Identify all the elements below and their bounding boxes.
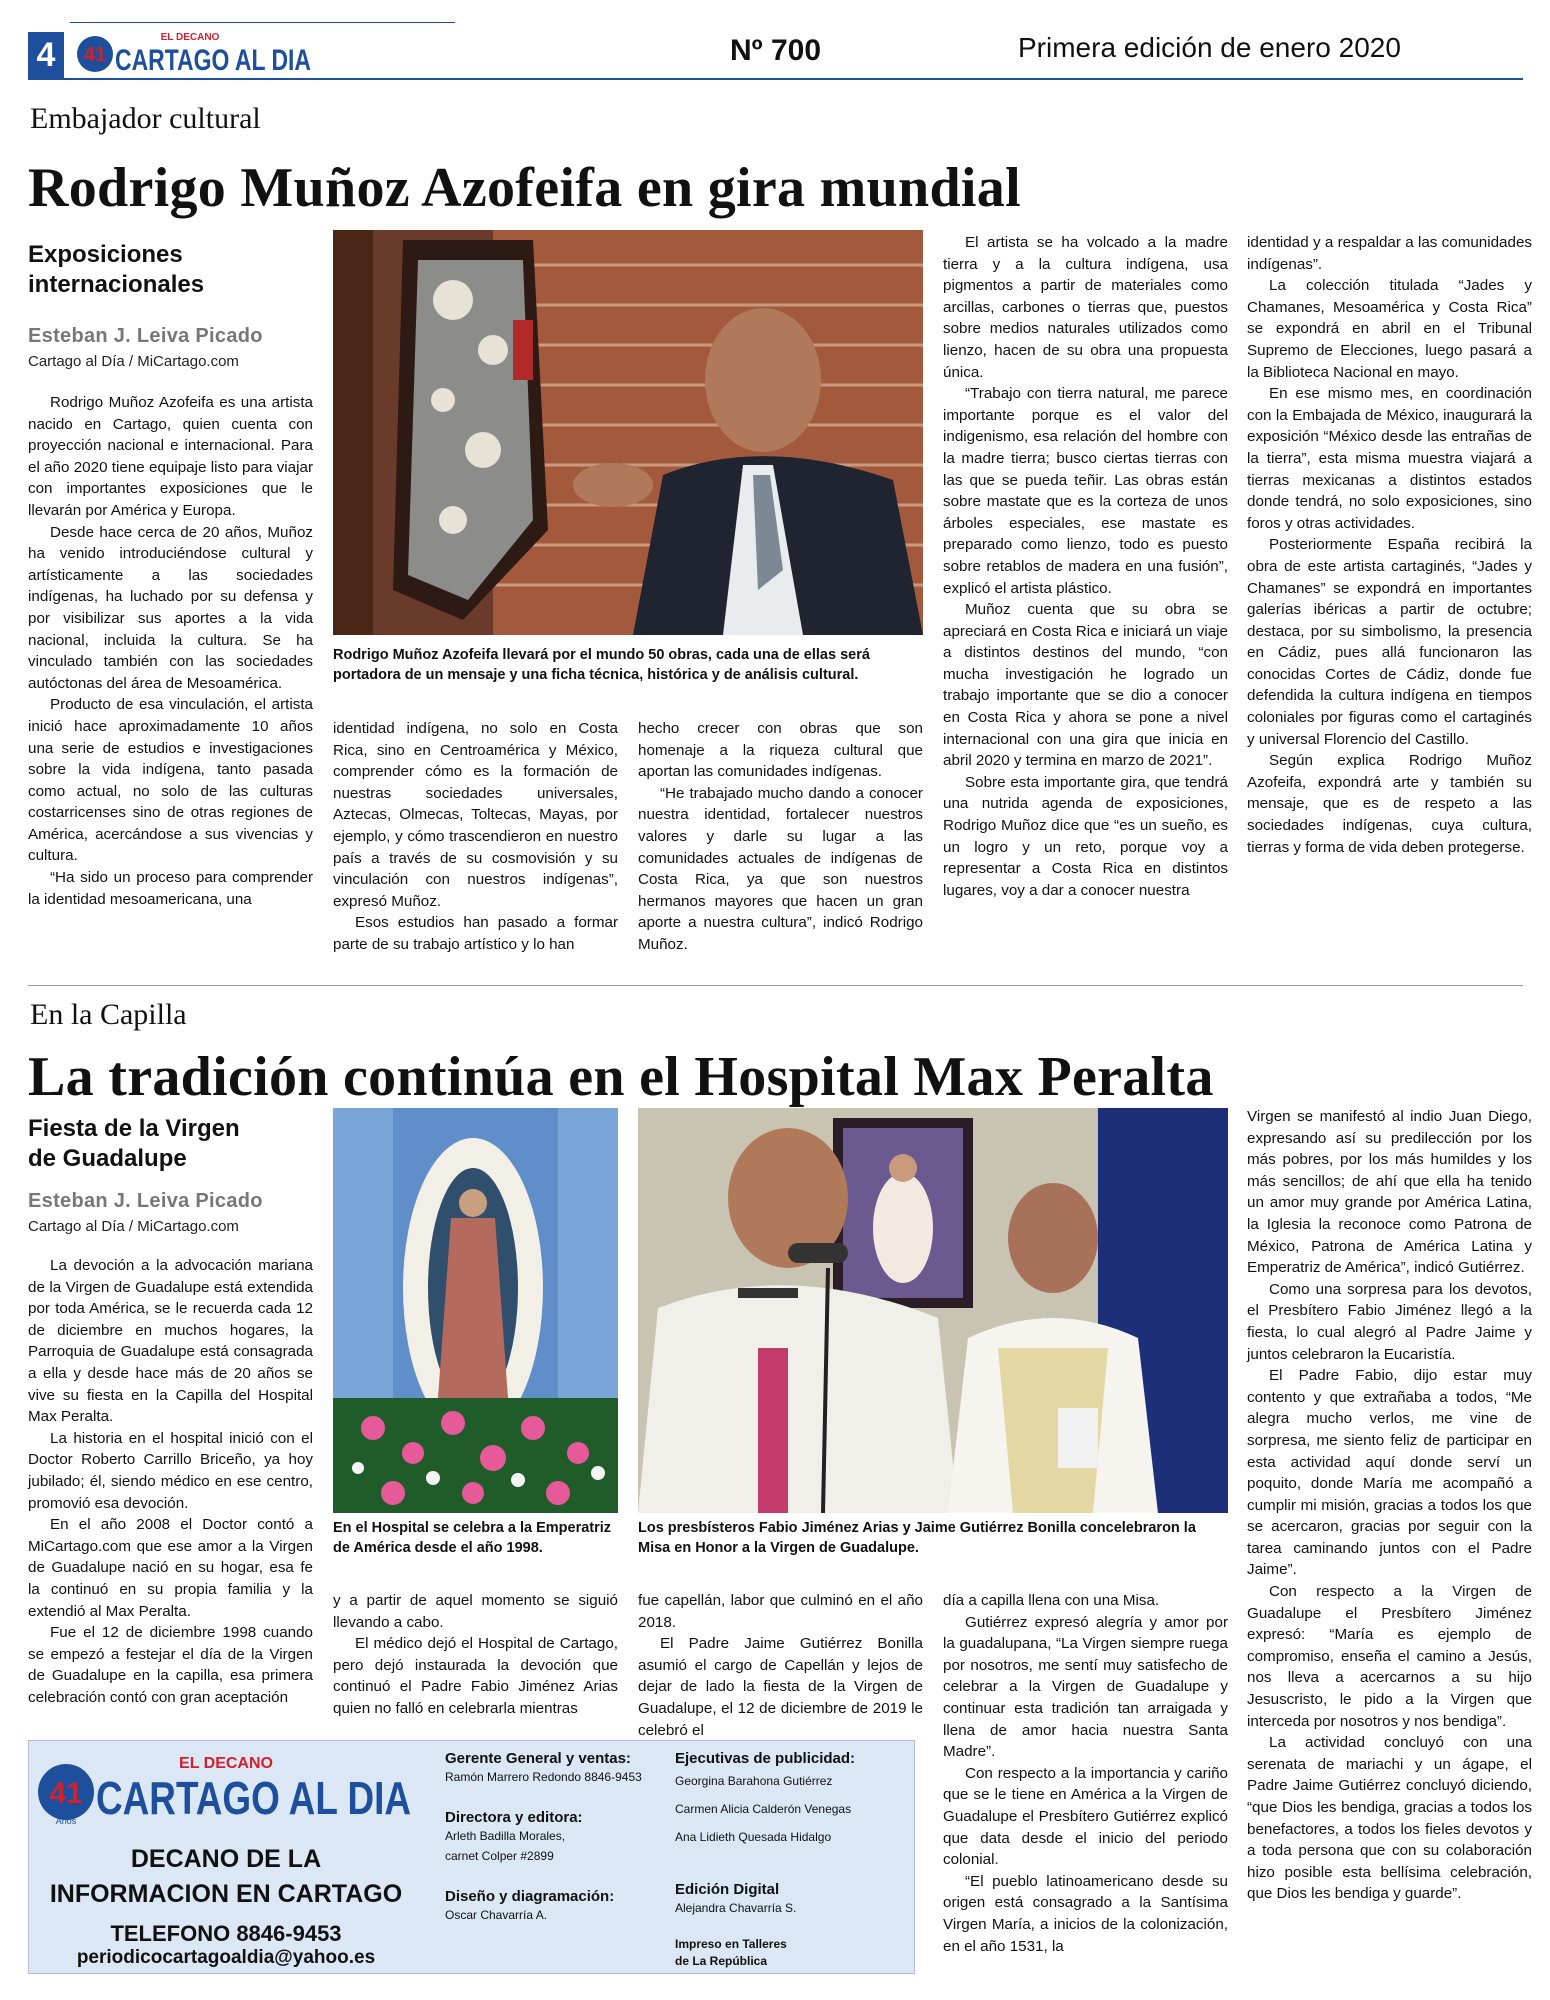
paragraph: “Ha sido un proceso para comprender la identidad mesoamericana, una — [28, 869, 313, 908]
article1-deck — [28, 240, 204, 300]
article1-kicker: Embajador cultural — [30, 102, 261, 135]
paragraph: “Trabajo con tierra natural, me parece importante porque es el valor del indigenismo, esa relación del hombre con la madre tierra; busco ciertas tierras con las que se pueda teñir. Las obras están sobre mastate que es la corteza de unos árboles especiales, ese mastate es preparado como lienzo, todo es puesto sobre retablos de madera en una fusión”, explicó el artista plástico. — [943, 385, 1228, 597]
paragraph: El Padre Jaime Gutiérrez Bonilla asumió el cargo de Capellán y lejos de dejar de lado la fiesta de la Virgen de Guadalupe, el 12 de diciembre de 2019 le celebró el — [638, 1635, 923, 1739]
article1-deck-line2: internacionales — [28, 271, 205, 298]
paragraph: Esos estudios han pasado a formar parte de su trabajo artístico y lo han — [333, 914, 618, 953]
logo-badge: 41 — [83, 44, 107, 66]
article2-byline: Esteban J. Leiva Picado — [28, 1190, 263, 1212]
paragraph: y a partir de aquel momento se siguió llevando a cabo. — [333, 1592, 618, 1631]
footer-logo-top-text: EL DECANO — [179, 1755, 273, 1772]
paragraph: Muñoz cuenta que su obra se apreciará en Costa Rica e iniciará un viaje a distintos destinos del mundo, “con mucha investigación he logrado un trabajo importante que se dio a conocer en Costa Rica y ahora se pone a nivel internacional con una gira que inicia en abril 2020 y termina en marzo de 2021”. — [943, 601, 1228, 770]
staff-label: Directora y editora: — [445, 1809, 583, 1826]
paragraph: día a capilla llena con una Misa. — [943, 1592, 1160, 1609]
paragraph: Rodrigo Muñoz Azofeifa es una artista nacido en Cartago, quien cuenta con proyección nacional e internacional. Para el año 2020 tiene equipaje listo para viajar con importantes exposiciones que le llevarán por América y Europa. — [28, 394, 313, 519]
paragraph: Producto de esa vinculación, el artista inició hace aproximadamente 10 años una serie de estudios e investigaciones sobre la vida indígena, tanto pasada como actual, no solo de las culturas costarricenses sino de otras regiones de América, acercándose a sus vivencias y cultura. — [28, 696, 313, 865]
paragraph: En el año 2008 el Doctor contó a MiCartago.com que ese amor a la Virgen de Guadalupe nació en su hogar, esa fe la continuó en su propia familia y la extendió al Max Peralta. — [28, 1516, 313, 1620]
paragraph: Desde hace cerca de 20 años, Muñoz ha venido introduciéndose cultural y artísticamente a las sociedades indígenas, ha luchado por su defensa y por visibilizar sus aportes a la vida nacional, incluida la cultura. Se ha vinculado también con las sociedades autóctonas del área de Mesoamérica. — [28, 523, 313, 692]
ads-name: Georgina Barahona Gutiérrez — [675, 1774, 833, 1788]
article2-col5 — [1247, 1106, 1532, 1905]
paragraph: Según explica Rodrigo Muñoz Azofeifa, expondrá arte y también su mensaje, que es de respeto a las sociedades indígenas, cuya cultura, tierras y forma de vida deben protegerse. — [1247, 752, 1532, 856]
staff-label: Gerente General y ventas: — [445, 1750, 631, 1767]
masthead-logo-graphic — [75, 28, 315, 76]
paragraph: identidad indígena, no solo en Costa Rica, sino en Centroamérica y México, comprender cómo es la formación de nuestras sociedades universales, Aztecas, Olmecas, Toltecas, Mayas, por ejemplo, y cómo trascendieron en nuestro país a través de su cosmovisión y su vinculación con nuestros indígenas”, expresó Muñoz. — [333, 720, 618, 910]
edition-date: Primera edición de enero 2020 — [1018, 32, 1401, 63]
paragraph: El Padre Fabio, dijo estar muy contento y que extrañaba a todos, “Me alegra mucho verlos, me vine de sorpresa, me siento feliz de participar en esta actividad aquí donde serví un poquito, donde María me acompañó a cumplir mi misión, gracias a todos los que se acercaron, gracias por seguir con la tarea caminando juntos con el Padre Jaime”. — [1247, 1367, 1532, 1579]
paragraph: Con respecto a la importancia y cariño que se le tiene en América a la Virgen de Guadalupe el Presbítero Gutiérrez explicó que data desde el inicio del periodo colonial. — [943, 1764, 1228, 1869]
article2-col4 — [943, 1590, 1228, 1957]
footer-logo-badge: 41 — [49, 1777, 83, 1810]
paragraph: “El pueblo latinoamericano desde su origen está consagrado a la Santísima Virgen María, a inicios de la colonización, en el año 1531, la — [943, 1872, 1228, 1955]
digital-label: Edición Digital — [675, 1881, 780, 1898]
ads-label: Ejecutivas de publicidad: — [675, 1750, 856, 1767]
article2-source: Cartago al Día / MiCartago.com — [28, 1218, 239, 1235]
staff-value: Oscar Chavarría A. — [445, 1908, 548, 1922]
ads-name: Carmen Alicia Calderón Venegas — [675, 1802, 852, 1816]
virgin-photo — [333, 1108, 618, 1513]
article2-deck-line2: de Guadalupe — [28, 1145, 187, 1172]
print-line: Impreso en Talleres — [675, 1937, 787, 1951]
paragraph: Gutiérrez expresó alegría y amor por la guadalupana, “La Virgen siempre ruega por nosotros, me sentí muy satisfecho de celebrar a la Virgen de Guadalupe y continuar esta tradición tan arraigada y llena de amor hacia nuestra Santa Madre”. — [943, 1613, 1228, 1761]
paragraph: La colección titulada “Jades y Chamanes, Mesoamérica y Costa Rica” se expondrá en abril en el Tribunal Supremo de Elecciones, luego pasará a la Biblioteca Nacional en mayo. — [1247, 277, 1532, 381]
priests-photo — [638, 1108, 1228, 1513]
footer-staff — [445, 1750, 670, 1925]
footer-logo-badge-sub: Años — [55, 1816, 77, 1826]
paragraph: El médico dejó el Hospital de Cartago, pero dejó instaurada la devoción que continuó el Padre Fabio Jiménez Arias quien no falló en celebrarla mientras — [333, 1635, 618, 1717]
article2-col1 — [28, 1255, 313, 1708]
article1-source: Cartago al Día / MiCartago.com — [28, 353, 239, 370]
header-top-rule — [70, 22, 455, 23]
article1-col2 — [333, 718, 618, 956]
logo-top-text: EL DECANO — [160, 32, 220, 43]
article2-caption1: En el Hospital se celebra a la Emperatriz de América desde el año 1998. — [333, 1520, 612, 1556]
paragraph: Sobre esta importante gira, que tendrá una nutrida agenda de exposiciones, Rodrigo Muñoz dice que “es un sueño, es un logro y un reto, porque voy a representar a Costa Rica en distintos lugares, voy a dar a conocer nuestra — [943, 773, 1228, 899]
paragraph: “He trabajado mucho dando a conocer nuestra identidad, fortalecer nuestros valores y darle su lugar a las comunidades actuales de indígenas de Costa Rica, ya que son nuestros hermanos mayores que hacen un gran aporte a nuestra cultura”, indicó Rodrigo Muñoz. — [638, 784, 923, 953]
article1-caption: Rodrigo Muñoz Azofeifa llevará por el mundo 50 obras, cada una de ellas será portadora de un mensaje y una ficha técnica, histórica y de análisis cultural. — [333, 647, 870, 683]
article2-headline: La tradición continúa en el Hospital Max Peralta — [28, 1046, 1214, 1108]
paragraph: El artista se ha volcado a la madre tierra y a la cultura indígena, usa pigmentos a partir de materiales como arcillas, carbones o tierras que, puestos sobre medios naturales utilizados como lienzo, hacen de su obra una propuesta única. — [943, 234, 1228, 381]
staff-value: Ramón Marrero Redondo 8846-9453 — [445, 1770, 642, 1784]
section-divider — [28, 985, 1523, 986]
paragraph: La historia en el hospital inició con el Doctor Roberto Carrillo Briceño, ya hoy jubilado; él, siendo médico en ese centro, promovió esa devoción. — [28, 1429, 313, 1512]
footer-logo-graphic — [36, 1752, 416, 1826]
footer-slogan-1: DECANO DE LA — [130, 1845, 322, 1873]
paragraph: Fue el 12 de diciembre 1998 cuando se empezó a festejar el día de la Virgen de Guadalupe en la capilla, esa primera celebración contó con gran aceptación — [28, 1624, 313, 1706]
article1-headline: Rodrigo Muñoz Azofeifa en gira mundial — [28, 157, 1021, 219]
article1-col3 — [638, 718, 923, 956]
article1-photo — [333, 230, 923, 635]
print-line: de La República — [675, 1954, 768, 1968]
paragraph: identidad y a respaldar a las comunidades indígenas”. — [1247, 234, 1532, 273]
paragraph: Virgen se manifestó al indio Juan Diego, expresando así su predilección por los más pobres, por los más humildes y los más sencillos; de ahí que ella ha tenido un amor muy grande por América Latina, la Iglesia la reconoce como Patrona de México, Patrona de América Latina y Emperatriz de América”, indicó Gutiérrez. — [1247, 1108, 1532, 1277]
article1-col4 — [943, 232, 1228, 901]
staff-value: Arleth Badilla Morales, — [445, 1829, 566, 1843]
footer-logo-text: CARTAGO AL DIA — [96, 1772, 411, 1824]
header-rule — [28, 78, 1523, 80]
footer-slogan-2: INFORMACION EN CARTAGO — [49, 1880, 403, 1908]
paragraph: hecho crecer con obras que son homenaje a la riqueza cultural que aportan las comunidades indígenas. — [638, 720, 923, 781]
article1-byline: Esteban J. Leiva Picado — [28, 325, 263, 347]
staff-label: Diseño y diagramación: — [445, 1888, 615, 1905]
article2-col3 — [638, 1590, 923, 1741]
article2-deck — [28, 1114, 240, 1174]
footer-logo — [36, 1752, 416, 1826]
paragraph: Con respecto a la Virgen de Guadalupe el Presbítero Jiménez expresó: “María es ejemplo de compromiso, enseña el camino a Jesús, nos lleva a acercarnos a su hijo Jesuscristo, le pido a la Virgen que interceda por nosotros y nos bendiga”. — [1247, 1583, 1532, 1730]
digital-value: Alejandra Chavarría S. — [675, 1901, 797, 1915]
footer-ads — [675, 1750, 905, 1970]
paragraph: La actividad concluyó con una serenata de mariachi y un ágape, el Padre Jaime Gutiérrez concluyó diciendo, “que Dios les bendiga, gracias a todos los benefactores, a todos los fieles devotos y a toda persona que con su colaboración hizo posible esta bellísima celebración, que Dios les bendiga y guarde”. — [1247, 1734, 1532, 1903]
footer-phone: TELEFONO 8846-9453 — [110, 1921, 342, 1946]
footer-email: periodicocartagoaldia@yahoo.es — [76, 1947, 376, 1968]
masthead-logo — [75, 28, 315, 76]
page-number: 4 — [28, 32, 64, 78]
paragraph: La devoción a la advocación mariana de la Virgen de Guadalupe está extendida por toda América, se le recuerda cada 12 de diciembre en muchos hogares, la Parroquia de Guadalupe está consagrada a ella y desde hace más de 20 años se vive su fiesta en la Capilla del Hospital Max Peralta. — [28, 1257, 313, 1426]
staff-value: carnet Colper #2899 — [445, 1849, 554, 1863]
article2-kicker: En la Capilla — [30, 998, 187, 1031]
ads-name: Ana Lidieth Quesada Hidalgo — [675, 1830, 832, 1844]
article1-col1 — [28, 392, 313, 910]
article2-deck-line1: Fiesta de la Virgen — [28, 1115, 240, 1142]
issue-number: Nº 700 — [730, 34, 822, 67]
logo-text: CARTAGO AL DIA — [115, 44, 311, 77]
article2-col2 — [333, 1590, 618, 1720]
paragraph: En ese mismo mes, en coordinación con la Embajada de México, inaugurará la exposición “México desde las entrañas de la tierra”, esta misma muestra viajará a tierras mexicanas a distintos estados donde tendrá, no solo exposiciones, sino foros y otras actividades. — [1247, 385, 1532, 532]
article1-deck-line1: Exposiciones — [28, 241, 183, 268]
article1-col5 — [1247, 232, 1532, 858]
article2-caption2: Los presbísteros Fabio Jiménez Arias y Jaime Gutiérrez Bonilla concelebraron la Misa en Honor a la Virgen de Guadalupe. — [638, 1520, 1196, 1556]
paragraph: Posteriormente España recibirá la obra de este artista cartaginés, “Jades y Chamanes” se expondrá en importantes galerías ibéricas a partir de octubre; destaca, por su simbolismo, la presencia en Cádiz, pues allá funcionaron las conocidas Cortes de Cádiz, donde fue defendida la cultura indígena en tiempos coloniales por figuras como el cartaginés y universal Florencio del Castillo. — [1247, 536, 1532, 748]
paragraph: fue capellán, labor que culminó en el año 2018. — [638, 1592, 923, 1631]
paragraph: Como una sorpresa para los devotos, el Presbítero Fabio Jiménez llegó a la fiesta, lo cual alegró al Padre Jaime y juntos celebraron la Eucaristía. — [1247, 1280, 1532, 1363]
